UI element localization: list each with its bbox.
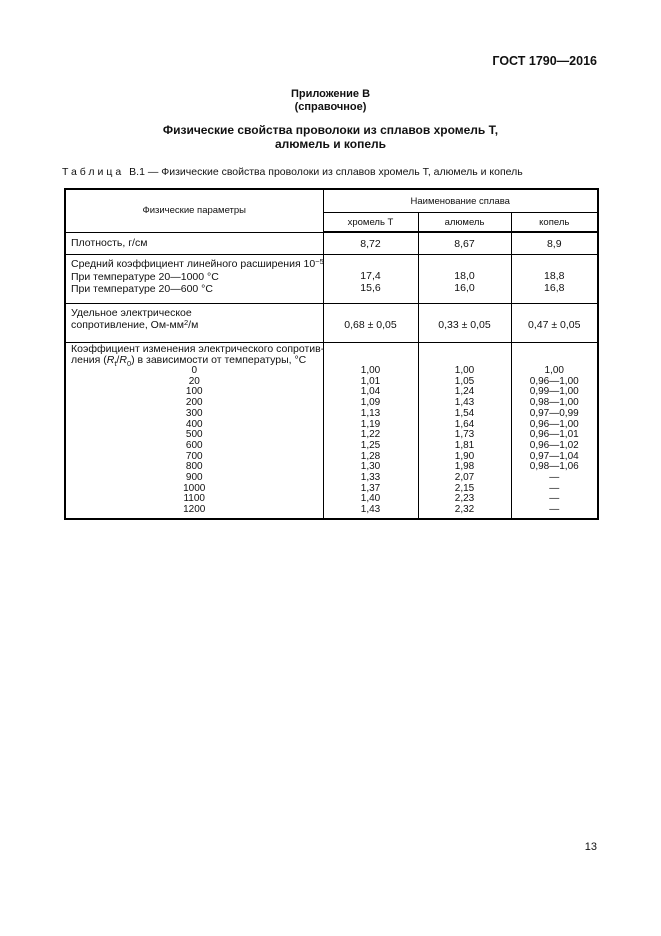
expansion-label-line3: При температуре 20—600 °С (71, 283, 213, 295)
temp-value: 600 (185, 439, 203, 451)
col-header-params: Физические параметры (65, 189, 323, 232)
resistivity-value-kopel: 0,47 ± 0,05 (511, 304, 598, 343)
col-header-kopel: копель (511, 213, 598, 233)
expansion-values-chromel: 17,4 15,6 (323, 255, 418, 304)
col-header-chromel: хромель Т (323, 213, 418, 233)
temp-value: 300 (185, 407, 203, 419)
expansion-values-kopel: 18,8 16,8 (511, 255, 598, 304)
temp-value: 400 (185, 418, 203, 430)
coefficient-values-alumel: 1,00 1,05 1,24 1,43 1,54 1,64 1,73 1,81 1,90 1,98 2,07 2,15 2,23 2,32 (418, 343, 511, 520)
page-title-line2: алюмель и копель (274, 137, 387, 151)
physical-properties-table (64, 188, 599, 520)
table-header-row-1 (65, 189, 598, 213)
col-header-alumel: алюмель (418, 213, 511, 233)
expansion-row (65, 255, 598, 304)
temp-value: 1200 (183, 504, 206, 516)
temp-value: 500 (185, 429, 203, 441)
table-caption (62, 166, 523, 178)
density-label: Плотность, г/см (65, 232, 323, 255)
expansion-label-line2: При температуре 20—1000 °С (71, 271, 219, 283)
density-value-kopel: 8,9 (511, 232, 598, 255)
temp-value: 20 (188, 375, 200, 387)
coefficient-label-line1: Коэффициент изменения электрического сопротив- (71, 343, 325, 355)
resistivity-row (65, 304, 598, 343)
expansion-label-exponent: −5 (315, 256, 324, 266)
coefficient-values-chromel: 1,00 1,01 1,04 1,09 1,13 1,19 1,22 1,25 1,28 1,30 1,33 1,37 1,40 1,43 (323, 343, 418, 520)
resistivity-label-line1: Удельное электрическое (71, 307, 192, 319)
appendix-label: Приложение В (290, 88, 371, 100)
temp-value: 700 (185, 450, 203, 462)
appendix-note: (справочное) (294, 101, 367, 113)
doc-number: ГОСТ 1790—2016 (492, 54, 597, 68)
r0-symbol: R (119, 354, 127, 366)
r-symbol: R (106, 354, 115, 366)
expansion-label (65, 255, 323, 304)
table-caption-word: Таблица (62, 166, 125, 178)
page-number: 13 (584, 841, 597, 853)
temp-value: 1100 (183, 493, 205, 505)
page-title (0, 123, 661, 151)
temp-value: 100 (185, 386, 203, 398)
coefficient-row (65, 343, 598, 520)
temp-value: 800 (185, 461, 203, 473)
resistivity-label-unit: /м (188, 319, 199, 331)
density-row (65, 232, 598, 255)
coefficient-values-kopel: 1,00 0,96—1,00 0,99—1,00 0,98—1,00 0,97—0,99 0,96—1,00 0,96—1,01 0,96—1,02 0,97—1,04 0,98—1,06 — — — — (511, 343, 598, 520)
coefficient-label-line2: ления $(R_t/R_0)$ в зависимости от температуры, °С (71, 354, 307, 368)
appendix-heading (0, 88, 661, 114)
resistivity-label-exponent: 2 (183, 317, 189, 327)
temp-value: 900 (185, 472, 203, 484)
coefficient-label-and-temps (65, 343, 323, 520)
resistivity-label (65, 304, 323, 343)
resistivity-value-chromel: 0,68 ± 0,05 (323, 304, 418, 343)
density-value-alumel: 8,67 (418, 232, 511, 255)
temp-value: 1000 (183, 482, 206, 494)
density-value-chromel: 8,72 (323, 232, 418, 255)
expansion-label-main: Средний коэффициент линейного расширения 10 (71, 258, 316, 270)
resistivity-value-alumel: 0,33 ± 0,05 (418, 304, 511, 343)
resistivity-label-line2: сопротивление, Ом-мм (71, 319, 184, 331)
temp-value: 0 (191, 365, 198, 376)
page-title-line1: Физические свойства проволоки из сплавов хромель Т, (162, 123, 499, 137)
col-header-alloy-group: Наименование сплава (323, 189, 598, 213)
temp-value: 200 (185, 397, 203, 409)
expansion-values-alumel: 18,0 16,0 (418, 255, 511, 304)
table-caption-text: В.1 — Физические свойства проволоки из сплавов хромель Т, алюмель и копель (129, 166, 523, 178)
